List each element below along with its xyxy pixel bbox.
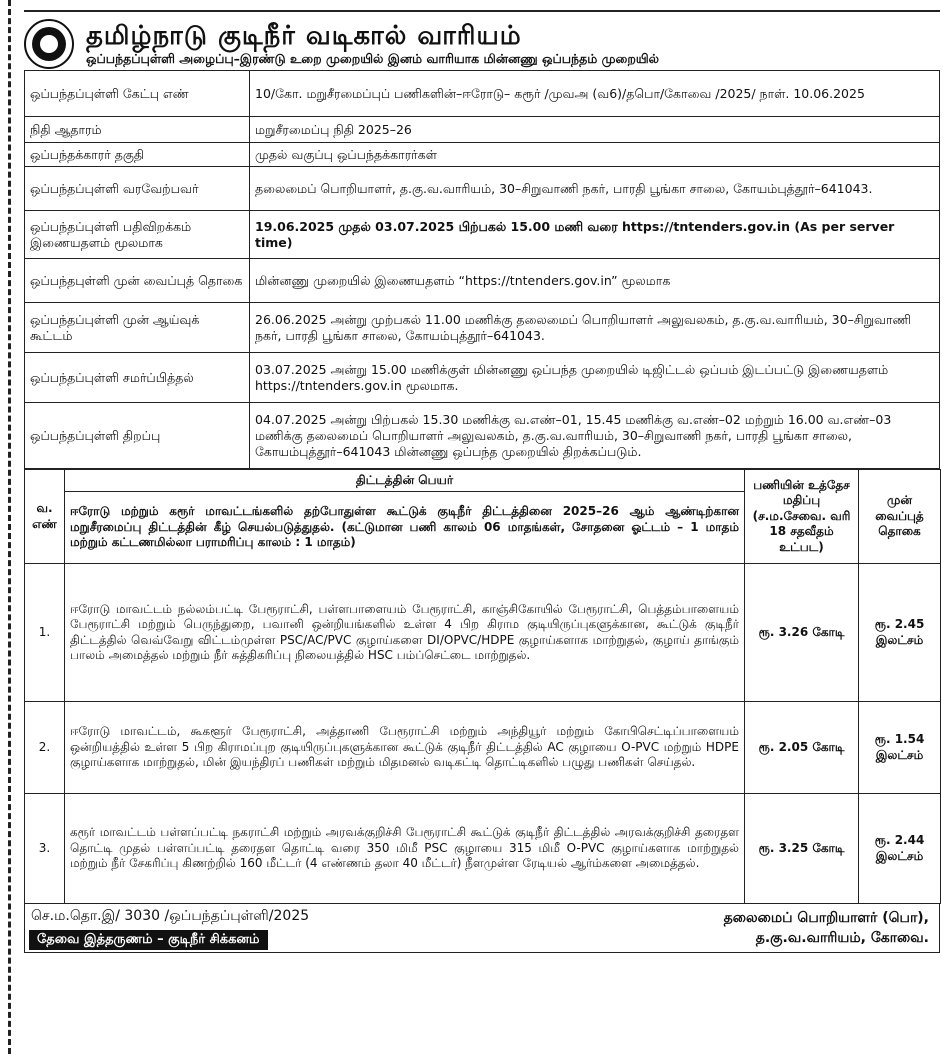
info-label: ஒப்பந்தப்புள்ளி வரவேற்பவர்	[25, 167, 250, 211]
row-value: ரூ. 2.05 கோடி	[745, 702, 859, 794]
row-sno: 3.	[25, 794, 65, 904]
info-label: ஒப்பந்தப்புள்ளி கேட்பு எண்	[25, 71, 250, 117]
info-value: மின்னணு முறையில் இணையதளம் “https://tntenders.gov.in” மூலமாக	[250, 259, 940, 303]
info-label: ஒப்பந்தப்புள்ளி பதிவிறக்கம் இணையதளம் மூலமாக	[25, 211, 250, 259]
row-value: ரூ. 3.26 கோடி	[745, 564, 859, 702]
info-value: தலைமைப் பொறியாளர், த.கு.வ.வாரியம், 30–சிறுவாணி நகர், பாரதி பூங்கா சாலை, கோயம்புத்தூர்–641043.	[250, 167, 940, 211]
table-row	[25, 702, 941, 794]
works-header-row	[25, 470, 941, 492]
slogan-tag: தேவை இத்தருணம் – குடிநீர் சிக்கனம்	[29, 930, 268, 950]
info-label: ஒப்பந்தபுள்ளி முன் வைப்புத் தொகை	[25, 259, 250, 303]
info-value: 26.06.2025 அன்று முற்பகல் 11.00 மணிக்கு தலைமைப் பொறியாளர் அலுவலகம், த.கு.வ.வாரியம், 30–சிறுவாணி நகர், பாரதி பூங்கா சாலை, கோயம்புத்தூர்–641043.	[250, 303, 940, 353]
info-row	[25, 303, 940, 353]
info-row	[25, 71, 940, 117]
info-label: ஒப்பந்தக்காரர் தகுதி	[25, 143, 250, 167]
reference-number: செ.ம.தொ.இ/ 3030 /ஒப்பந்தப்புள்ளி/2025	[31, 908, 310, 924]
info-value: மறுசீரமைப்பு நிதி 2025–26	[250, 117, 940, 143]
row-sno: 1.	[25, 564, 65, 702]
info-row	[25, 143, 940, 167]
info-value: 10/கோ. மறுசீரமைப்புப் பணிகளின்–ஈரோடு– கரூர் /முவஅ (வ6)/தபொ/கோவை /2025/ நாள். 10.06.2025	[250, 71, 940, 117]
works-table	[24, 469, 941, 904]
info-label: ஒப்பந்தப்புள்ளி திறப்பு	[25, 403, 250, 469]
info-row	[25, 117, 940, 143]
col-sno-header: வ. எண்	[25, 470, 65, 564]
row-emd: ரூ. 2.45 இலட்சம்	[859, 564, 941, 702]
project-title: ஈரோடு மற்றும் கரூர் மாவட்டங்களில் தற்போதுள்ள கூட்டுக் குடிநீர் திட்டத்தினை 2025–26 ஆம் ஆண்டிற்கான மறுசீரமைப்பு திட்டத்தின் கீழ் செயல்படுத்துதல். (கட்டுமான பணி காலம் 06 மாதங்கள், சோதனை ஓட்டம் – 1 மாதம் மற்றும் கட்டணமில்லா பராமரிப்பு காலம் : 1 மாதம்)	[65, 492, 745, 564]
top-rule	[24, 4, 940, 12]
signatory-title: தலைமைப் பொறியாளர் (பொ),	[723, 910, 929, 926]
info-row	[25, 167, 940, 211]
row-emd: ரூ. 2.44 இலட்சம்	[859, 794, 941, 904]
info-row	[25, 211, 940, 259]
notice-subtitle: ஒப்பந்தப்புள்ளி அழைப்பு–இரண்டு உறை முறையில் இனம் வாரியாக மின்னணு ஒப்பந்தம் முறையில்	[86, 51, 660, 66]
row-description: ஈரோடு மாவட்டம், கூகளூர் பேரூராட்சி, அத்தாணி பேரூராட்சி மற்றும் அந்தியூர் மற்றும் கோபிசெட்டிப்பாளையம் ஒன்றியத்தில் உள்ள 5 பிற கிராமப்புற குடியிருப்புகளுக்கான கூட்டுக் குடிநீர் திட்டத்தில் AC குழாயை O-PVC மற்றும் HDPE குழாய்களாக மாற்றுதல், மின் இயந்திரப் பணிகள் மற்றும் மிதமனல் வடிகட்டி தொட்டிகளில் பழுது பணிகள் செய்தல்.	[65, 702, 745, 794]
info-row	[25, 259, 940, 303]
table-row	[25, 564, 941, 702]
signatory	[724, 908, 929, 948]
signatory-office: த.கு.வ.வாரியம், கோவை.	[755, 930, 929, 946]
org-name: தமிழ்நாடு குடிநீர் வடிகால் வாரியம்	[86, 21, 522, 51]
col-emd-header: முன் வைப்புத் தொகை	[859, 470, 941, 564]
row-value: ரூ. 3.25 கோடி	[745, 794, 859, 904]
row-description: கரூர் மாவட்டம் பள்ளப்பட்டி நகராட்சி மற்றும் அரவக்குறிச்சி பேரூராட்சி கூட்டுக் குடிநீர் திட்டத்தில் அரவக்குறிச்சி தரைதள தொட்டி முதல் பள்ளப்பட்டி தரைதள தொட்டி வரை 350 மிமீ PSC குழாயை 315 மிமீ O-PVC குழாய்களாக மாற்றுதல் மற்றும் நீர் சேகரிப்பு கிணற்றில் 160 மீட்டர் (4 எண்ணம் தலா 40 மீட்டர்) நீளமுள்ள ரேடியல் ஆர்ம்களை அமைத்தல்.	[65, 794, 745, 904]
info-label: ஒப்பந்தப்புள்ளி சமர்ப்பித்தல்	[25, 353, 250, 403]
info-value: 03.07.2025 அன்று 15.00 மணிக்குள் மின்னணு ஒப்பந்த முறையில் டிஜிட்டல் ஒப்பம் இடப்பட்டு இணையதளம் https://tntenders.gov.in மூலமாக.	[250, 353, 940, 403]
tender-notice	[24, 4, 940, 953]
info-row	[25, 353, 940, 403]
notice-footer	[24, 904, 940, 953]
col-value-header: பணியின் உத்தேச மதிப்பு (ச.ம.சேவை. வரி 18 சதவீதம் உட்பட)	[745, 470, 859, 564]
info-row	[25, 403, 940, 469]
table-row	[25, 794, 941, 904]
tender-info-table	[24, 70, 940, 469]
row-sno: 2.	[25, 702, 65, 794]
col-project-header: திட்டத்தின் பெயர்	[65, 470, 745, 492]
row-emd: ரூ. 1.54 இலட்சம்	[859, 702, 941, 794]
info-value: முதல் வகுப்பு ஒப்பந்தக்காரர்கள்	[250, 143, 940, 167]
info-label: ஒப்பந்தப்புள்ளி முன் ஆய்வுக் கூட்டம்	[25, 303, 250, 353]
info-value: 19.06.2025 முதல் 03.07.2025 பிற்பகல் 15.00 மணி வரை https://tntenders.gov.in (As per server time)	[250, 211, 940, 259]
info-label: நிதி ஆதாரம்	[25, 117, 250, 143]
notice-header	[24, 18, 940, 70]
dashed-cut-line	[8, 0, 11, 1054]
row-description: ஈரோடு மாவட்டம் நல்லம்பட்டி பேரூராட்சி, பள்ளபாளையம் பேரூராட்சி, காஞ்சிகோயில் பேரூராட்சி, பெத்தம்பாளையம் பேரூராட்சி மற்றும் பெருந்துறை, பவானி ஒன்றியங்களில் உள்ள 4 பிற கிராம குடியிருப்புகளுக்கான, கூட்டுக் குடிநீர் திட்டத்தில் வெவ்வேறு விட்டம்முள்ள PSC/AC/PVC குழாய்களை DI/OPVC/HDPE குழாய்களாக மாற்றுதல், குழாய் தாங்கும் பாலம் அமைத்தல் மற்றும் நீர் சுத்திகரிப்பு நிலையத்தில் HSC பம்ப்செட்டை மாற்றுதல்.	[65, 564, 745, 702]
info-value: 04.07.2025 அன்று பிற்பகல் 15.30 மணிக்கு வ.எண்–01, 15.45 மணிக்கு வ.எண்–02 மற்றும் 16.00 வ.எண்–03 மணிக்கு தலைமைப் பொறியாளர் அலுவலகம், த.கு.வ.வாரியம், 30–சிறுவாணி நகர், பாரதி பூங்கா சாலை, கோயம்புத்தூர்–641043 மின்னணு ஒப்பந்த முறையில் திறக்கப்படும்.	[250, 403, 940, 469]
board-emblem-icon	[24, 19, 74, 69]
